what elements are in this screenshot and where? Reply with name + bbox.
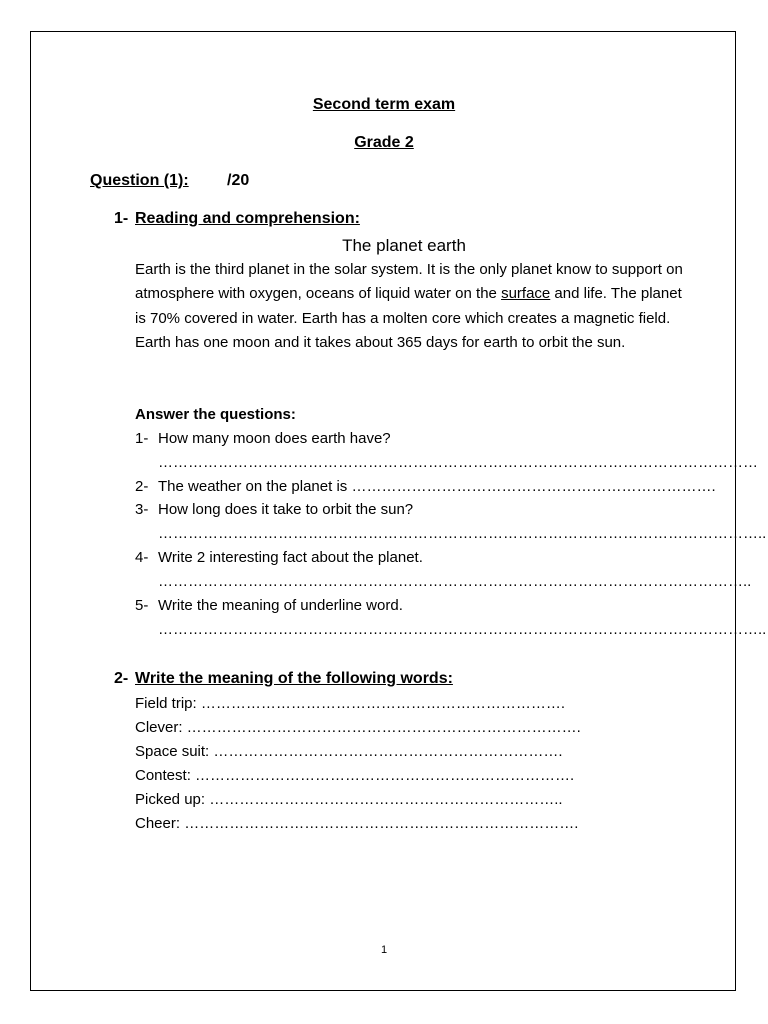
vocab-item: Contest: …………………………………………………………………. bbox=[135, 767, 575, 784]
question-text: How many moon does earth have? bbox=[158, 430, 391, 447]
vocab-item: Picked up: …………………………………………………………….. bbox=[135, 791, 563, 808]
section2-number: 2- bbox=[114, 670, 129, 687]
underlined-word: surface bbox=[501, 285, 551, 303]
question-text: How long does it take to orbit the sun? bbox=[158, 501, 414, 518]
reading-passage bbox=[135, 258, 695, 355]
passage-title: The planet earth bbox=[342, 236, 466, 255]
question-text: Write the meaning of underline word. bbox=[158, 597, 403, 614]
answer-line: ………………………………………………………………………………………………………….. bbox=[158, 621, 767, 638]
section1-heading: Reading and comprehension: bbox=[135, 210, 360, 227]
page-number: 1 bbox=[380, 944, 388, 956]
question-number: 3- bbox=[135, 501, 149, 518]
passage-text-1: Earth is the third planet in the solar system. It is the only planet know to support on atmosphere with oxygen, oceans of liquid water on the bbox=[135, 261, 683, 303]
question-number: 5- bbox=[135, 597, 149, 614]
answer-line: ………………………………………………………………………………………………………… bbox=[158, 454, 758, 471]
question-marks: /20 bbox=[227, 172, 250, 189]
question-number: 2- bbox=[135, 478, 149, 495]
section1-number: 1- bbox=[114, 210, 129, 227]
vocab-item: Clever: ……………………………………………………………………. bbox=[135, 719, 581, 736]
grade-label: Grade 2 bbox=[354, 134, 414, 151]
answer-line: ……………………………………………………………………………………………………….. bbox=[158, 573, 752, 590]
section2-heading: Write the meaning of the following words: bbox=[135, 670, 453, 687]
question-text: The weather on the planet is ………………………………………………………………. bbox=[158, 478, 716, 495]
exam-title: Second term exam bbox=[312, 96, 456, 113]
question-number: 4- bbox=[135, 549, 149, 566]
vocab-item: Space suit: ……………………………………………………………. bbox=[135, 743, 563, 760]
answer-line: ………………………………………………………………………………………………………….. bbox=[158, 525, 767, 542]
answer-heading: Answer the questions: bbox=[135, 406, 296, 423]
passage-text-2: and life. The planet is 70% covered in water. Earth has a molten core which creates a magnetic field. Earth has one moon and it takes about 365 days for earth to orbit the sun. bbox=[135, 285, 682, 351]
question-heading bbox=[90, 172, 189, 190]
vocab-item: Field trip: ………………………………………………………………. bbox=[135, 695, 566, 712]
question-number: 1- bbox=[135, 430, 149, 447]
question-label: Question (1): bbox=[90, 172, 189, 189]
vocab-item: Cheer: ……………………………………………………………………. bbox=[135, 815, 579, 832]
question-text: Write 2 interesting fact about the planet. bbox=[158, 549, 423, 566]
